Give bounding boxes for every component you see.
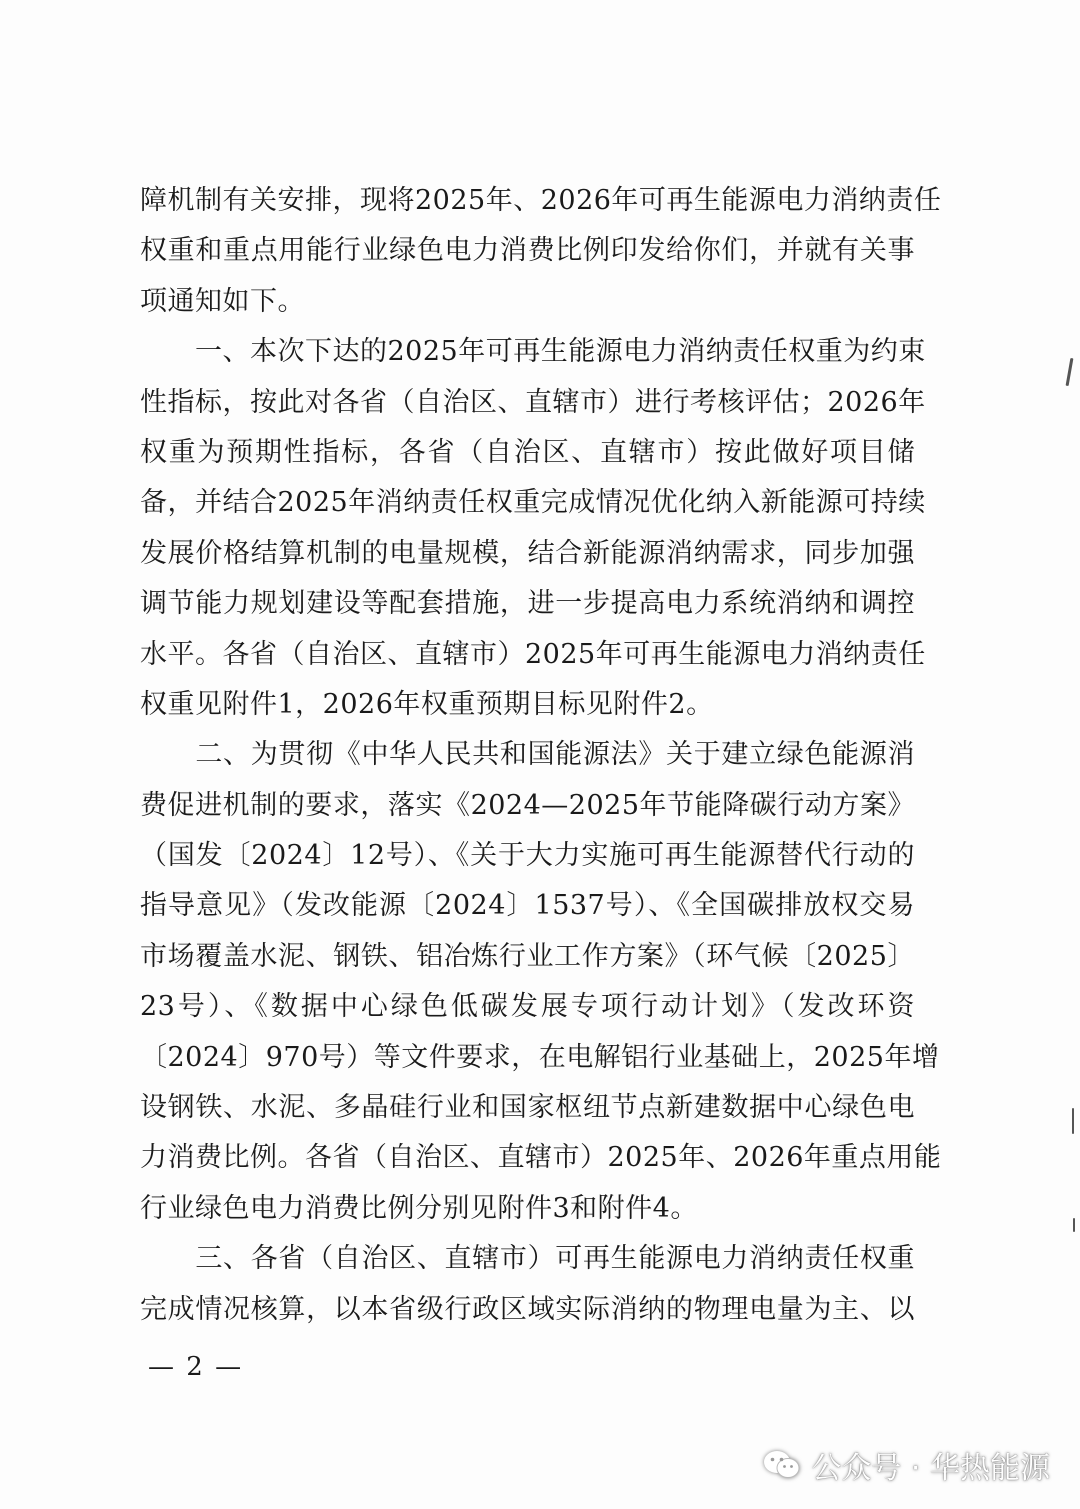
text-line: 完成情况核算，以本省级行政区域实际消纳的物理电量为主、以: [140, 1293, 915, 1325]
text-line: 水平。各省（自治区、直辖市）2025年可再生能源电力消纳责任: [140, 638, 926, 670]
text-line: 调节能力规划建设等配套措施，进一步提高电力系统消纳和调控: [140, 588, 915, 620]
text-line: 一、本次下达的2025年可再生能源电力消纳责任权重为约束: [140, 336, 926, 368]
text-line: 二、为贯彻《中华人民共和国能源法》关于建立绿色能源消: [140, 739, 915, 771]
text-line: 23号）、《数据中心绿色低碳发展专项行动计划》（发改环资: [140, 991, 915, 1023]
text-line: 行业绿色电力消费比例分别见附件3和附件4。: [140, 1192, 698, 1224]
margin-mark: [1066, 358, 1074, 386]
document-body: [140, 176, 942, 1335]
watermark: [763, 1443, 1050, 1487]
margin-mark: [1072, 1108, 1074, 1134]
text-line: 费促进机制的要求，落实《2024—2025年节能降碳行动方案》: [140, 789, 915, 821]
text-line: 指导意见》（发改能源〔2024〕1537号）、《全国碳排放权交易: [140, 890, 915, 922]
text-line: 权重和重点用能行业绿色电力消费比例印发给你们，并就有关事: [140, 235, 915, 267]
watermark-text: 公众号 · 华热能源: [811, 1451, 1050, 1486]
wechat-icon: [763, 1449, 801, 1481]
text-line: 权重为预期性指标，各省（自治区、直辖市）按此做好项目储: [140, 436, 915, 468]
text-line: 备，并结合2025年消纳责任权重完成情况优化纳入新能源可持续: [140, 487, 926, 519]
text-line: 项通知如下。: [140, 285, 305, 317]
text-line: （国发〔2024〕12号）、《关于大力实施可再生能源替代行动的: [140, 840, 915, 872]
text-line: 力消费比例。各省（自治区、直辖市）2025年、2026年重点用能: [140, 1142, 942, 1174]
text-line: 〔2024〕970号）等文件要求，在电解铝行业基础上，2025年增: [140, 1041, 940, 1073]
text-line: 发展价格结算机制的电量规模，结合新能源消纳需求，同步加强: [140, 537, 915, 569]
text-line: 权重见附件1，2026年权重预期目标见附件2。: [140, 688, 714, 720]
text-line: 性指标，按此对各省（自治区、直辖市）进行考核评估；2026年: [140, 386, 926, 418]
text-line: 市场覆盖水泥、钢铁、铝冶炼行业工作方案》（环气候〔2025〕: [140, 940, 915, 972]
margin-mark: [1073, 1218, 1075, 1232]
page-number: — 2 —: [148, 1352, 244, 1382]
text-line: 三、各省（自治区、直辖市）可再生能源电力消纳责任权重: [140, 1243, 915, 1275]
text-line: 障机制有关安排，现将2025年、2026年可再生能源电力消纳责任: [140, 185, 942, 216]
text-line: 设钢铁、水泥、多晶硅行业和国家枢纽节点新建数据中心绿色电: [140, 1092, 915, 1124]
